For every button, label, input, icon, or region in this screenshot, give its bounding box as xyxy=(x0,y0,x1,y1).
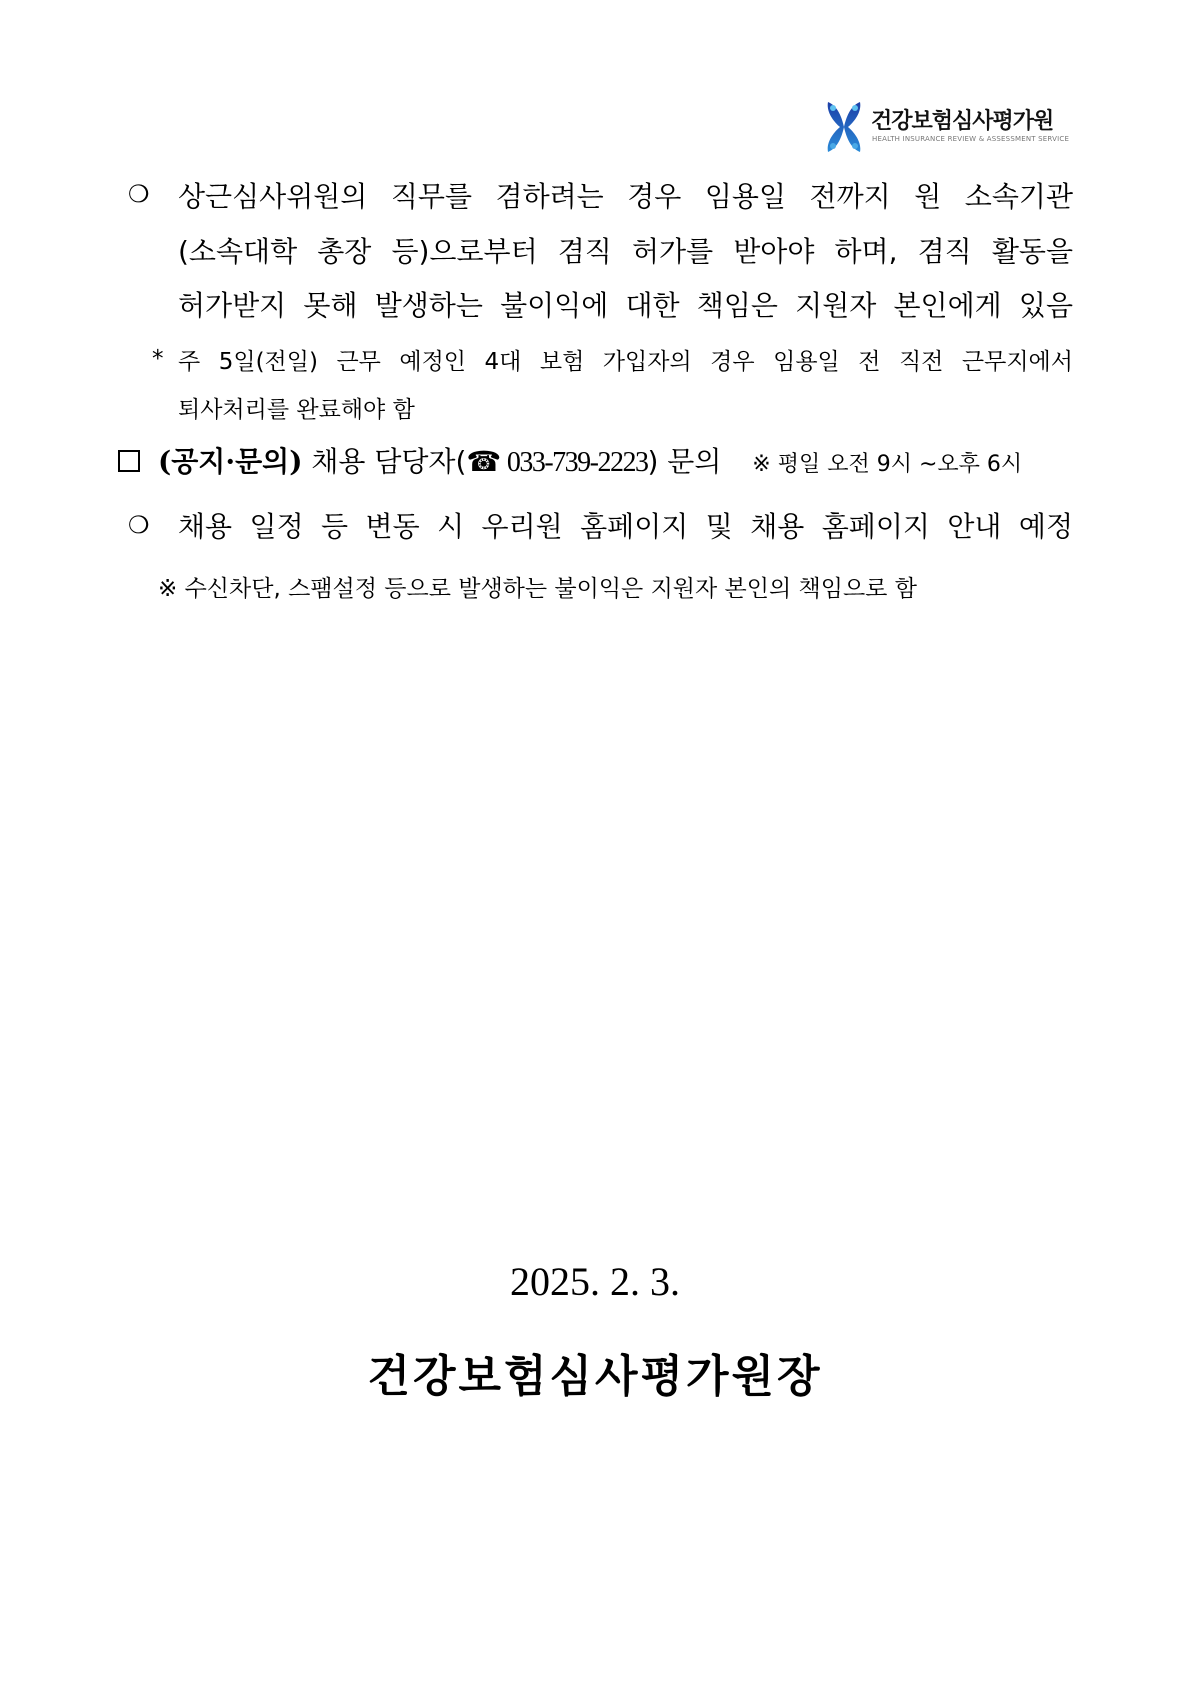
checkbox-square-icon xyxy=(118,450,140,472)
note-line-1: 주 5일(전일) 근무 예정인 4대 보험 가입자의 경우 임용일 전 직전 근무지에서 xyxy=(178,349,1073,375)
section2-note: ※ 수신차단, 스팸설정 등으로 발생하는 불이익은 지원자 본인의 책임으로 함 xyxy=(158,576,917,602)
logo-subtitle: HEALTH INSURANCE REVIEW & ASSESSMENT SERVICE xyxy=(872,135,1070,143)
contact-text-after: ) 문의 xyxy=(647,445,722,478)
note-line-2: 퇴사처리를 완료해야 함 xyxy=(178,397,415,423)
issue-date: 2025. 2. 3. xyxy=(510,1259,680,1304)
contact-label: (공지·문의) xyxy=(158,445,303,478)
section2-line: 채용 일정 등 변동 시 우리원 홈페이지 및 채용 홈페이지 안내 예정 xyxy=(178,510,1073,543)
phone-icon: ☎ xyxy=(466,445,502,478)
hira-logo-icon xyxy=(822,98,866,156)
section2-bullet: ❍ xyxy=(128,511,150,539)
contact-phone: 033-739-2223 xyxy=(501,447,648,478)
logo xyxy=(822,98,1072,156)
logo-name: 건강보험심사평가원 xyxy=(871,109,1054,134)
note-marker: * xyxy=(152,346,164,372)
section1-line-1: 상근심사위원의 직무를 겸하려는 경우 임용일 전까지 원 소속기관 xyxy=(178,180,1073,213)
contact-line xyxy=(158,440,1022,480)
contact-text-before: 채용 담당자( xyxy=(311,445,467,478)
section1-line-2: (소속대학 총장 등)으로부터 겸직 허가를 받아야 하며, 겸직 활동을 xyxy=(178,235,1073,268)
section1-line-3: 허가받지 못해 발생하는 불이익에 대한 책임은 지원자 본인에게 있음 xyxy=(178,289,1073,322)
contact-hours: ※ 평일 오전 9시 ~오후 6시 xyxy=(752,452,1023,477)
section1-bullet: ❍ xyxy=(128,180,150,208)
signature: 건강보험심사평가원장 xyxy=(367,1351,823,1402)
